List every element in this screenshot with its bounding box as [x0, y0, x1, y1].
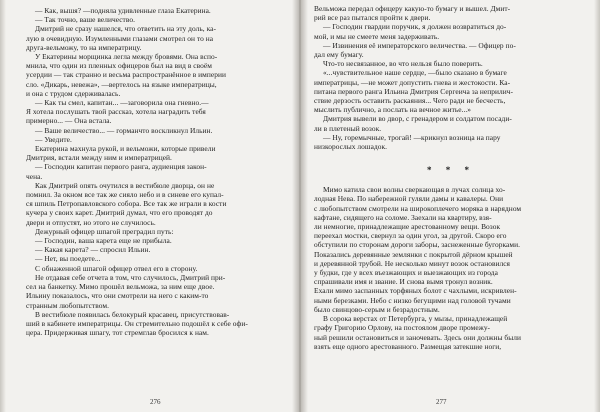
- text-line: с любопытством смотрели на широкоплечего моряка в нарядном: [314, 203, 522, 213]
- text-line: Что-то несвязанное, во что нельзя было поверить.: [323, 59, 483, 69]
- book-gutter: [292, 0, 308, 412]
- text-line: ся шпиль Петропавловского собора. Все так же играли в кости: [26, 199, 227, 209]
- text-line: ший в кабинете императрицы. Он стремительно подошёл к себе офи-: [26, 318, 248, 328]
- text-line: — Ну, горемычные, трогай! —крикнул возница на пару: [323, 132, 501, 142]
- text-line: ный решили остановиться и заночевать. Здесь они должны были: [314, 332, 521, 342]
- text-line: ли немногие, принадлежащие арестованному вещи. Возок: [314, 222, 501, 232]
- text-line: низкорослых лошадок.: [314, 142, 388, 152]
- text-line: усердии — так странно и весьма распространённое в империи: [26, 70, 226, 80]
- text-line: Я хотела послушать твой рассказ, хотела наградить тебя: [26, 107, 206, 117]
- text-line: «...чувствительное наше сердце, —было сказано в бумаге: [323, 68, 507, 78]
- text-line: — Господин, ваша карета еще не прибыла.: [35, 236, 172, 246]
- text-line: примерно... — Она встала.: [26, 116, 112, 126]
- text-line: сло. «Дикарь, невежа», —вертелось на языке императрицы,: [26, 79, 217, 89]
- text-line: цера. Придерживая шпагу, тот стремглав бросился к нам.: [26, 328, 209, 338]
- left-page-number: 276: [150, 398, 161, 406]
- text-line: дал ему бумагу.: [314, 50, 364, 60]
- text-line: Дежурный офицер шпагой преградил путь:: [35, 226, 174, 236]
- text-line: мнила, что один из пленных офицеров был на вид в своём: [26, 61, 212, 71]
- text-line: рий все раз пытался пройти к двери.: [314, 13, 431, 23]
- text-line: Как Дмитрий опять очутился в вестибюле дворца, он не: [35, 180, 215, 190]
- text-line: Дмитрия, встали между ним и императрицей.: [26, 153, 172, 163]
- text-line: — Как, вышя? —подняла удивленные глаза Екатерина.: [35, 6, 211, 15]
- text-line: В вестибюле появилась белокурый красавец, присутствовав-: [35, 309, 230, 319]
- text-line: двери и отпустят, но этого не случилось.: [26, 217, 156, 227]
- text-line: обступили по сторонам дороги заборы, заснеженные бугорками.: [314, 240, 521, 250]
- text-line: С обнаженной шпагой офицер отвел его в сторону.: [35, 263, 198, 273]
- text-line: переехал мостки, свернул за один угол, за другой. Скоро его: [314, 231, 507, 241]
- text-line: — Уведите.: [35, 134, 72, 144]
- text-line: кафтане, сидящего на соломе. Заехали на квартиру, взя-: [314, 212, 492, 222]
- text-line: Дмитрия вывели во двор, с гренадером и солдатом посади-: [323, 114, 512, 124]
- text-line: друга-вельможу, то на императрицу.: [26, 42, 142, 52]
- text-line: — Господин гвардии поручик, я должен возвратиться до-: [323, 22, 507, 32]
- left-page-text: [26, 6, 288, 337]
- text-line: питана первого ранга Ильина Дмитрия Сергеича за неприлич-: [314, 86, 514, 96]
- text-line: было свинцово-серым и безрадостным.: [314, 304, 440, 314]
- text-line: мой, и мы не смеете меня задерживать.: [314, 31, 440, 41]
- text-line: В сорока верстах от Петербурга, у мызы, принадлежащей: [323, 314, 508, 324]
- right-page-number: 277: [436, 398, 447, 406]
- text-line: ными березками. Небо с низко бегущими над головой тучами: [314, 295, 511, 305]
- text-line: и деревянной трубой. Не несколько минут возок остановился: [314, 258, 511, 268]
- text-line: мыслить публично, а послать на вечное житье...»: [314, 105, 472, 115]
- text-line: лодная Нева. По набережной гуляли дамы и кавалеры. Они: [314, 194, 504, 204]
- text-line: — Ваше величество... — горманчто воскликнул Ильин.: [35, 125, 213, 135]
- text-line: у будки, где у всех въезжающих и выезжающих из города: [314, 268, 498, 278]
- text-line: чена.: [26, 171, 43, 181]
- text-line: — Извинения её императорского величества. — Офицер по-: [323, 40, 516, 50]
- page-edge-right: [594, 0, 600, 412]
- text-line: — Как ты смел, капитан... —заговорила она гневно.—: [35, 98, 209, 108]
- text-line: Мимо катила свои волны сверкающая в лучах солнца хо-: [323, 185, 506, 195]
- right-page-text-top: [314, 4, 588, 151]
- text-line: — Нет, вы поедете...: [35, 254, 101, 264]
- text-line: взять еще одного арестованного. Размещая затекшие ноги,: [314, 341, 502, 351]
- page-edge-left: [0, 0, 6, 412]
- text-line: Вельможа передал офицеру какую-то бумагу и вышел. Дмит-: [314, 4, 511, 13]
- text-line: странным любопытством.: [26, 300, 110, 310]
- text-line: спрашивали имя и звание. И снова вымя тронул возник.: [314, 277, 493, 287]
- text-line: графу Григорию Орлову, на постоялом дворе промежу-: [314, 323, 491, 333]
- text-line: Ехали мимо заспанных торфяных болот с чахлыми, искривлен-: [314, 286, 517, 296]
- text-line: и она с трудом сдерживалась.: [26, 88, 121, 98]
- text-line: Ильину показалось, что они смотрели на него с каким-то: [26, 291, 209, 301]
- section-separator: * * *: [427, 165, 475, 176]
- text-line: сел на банкетку. Мимо прошёл вельможа, за ним еще двое.: [26, 282, 215, 292]
- text-line: — Господин капитан первого ранга, аудиенция закон-: [35, 162, 207, 172]
- text-line: ли в плетеный возок.: [314, 123, 382, 133]
- right-page-text-bottom: [314, 185, 588, 351]
- right-page: [300, 0, 600, 412]
- text-line: императрицы, —не может допустить гнева и жестокости. Ка-: [314, 77, 511, 87]
- text-line: Не отдавая себе отчета в том, что случилось, Дмитрий при-: [35, 272, 226, 282]
- text-line: лую в очевидную. Изумленными глазами смотрел он то на: [26, 33, 214, 43]
- text-line: помнил. За окном все так же сияло небо и в синеве его купал-: [26, 190, 224, 200]
- text-line: Показались деревянные землянки с покрытой дёрном крышей: [314, 249, 513, 259]
- text-line: кучера у своих карет. Дмитрий думал, что его проводят до: [26, 208, 213, 218]
- text-line: — Так точно, ваше величество.: [35, 15, 135, 25]
- text-line: — Какая карета? — спросил Ильин.: [35, 245, 151, 255]
- text-line: ствие дерзость оставить раскаяния... Чего ради не бесчесть,: [314, 96, 506, 106]
- text-line: У Екатерины морщинка легла между бровями. Она вспо-: [35, 52, 218, 62]
- text-line: Дмитрий не сразу нашелся, что ответить на эту доль, ка-: [35, 24, 216, 34]
- text-line: Екатерина махнула рукой, и вельможи, которые привели: [35, 144, 216, 154]
